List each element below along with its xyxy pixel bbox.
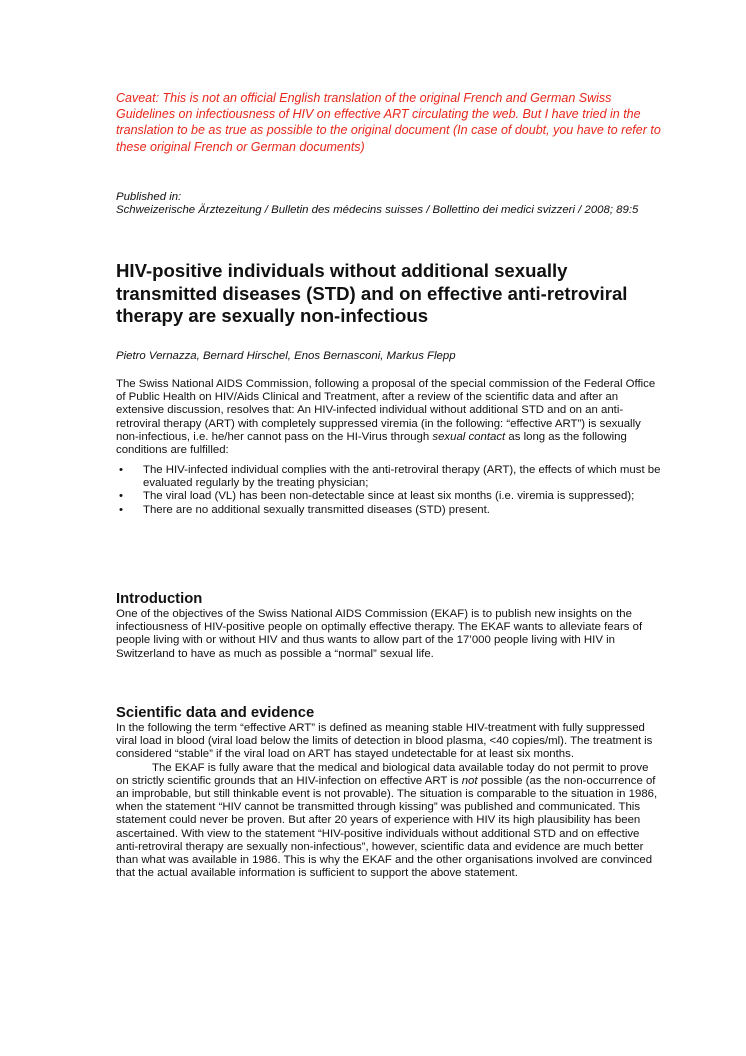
conditions-list [116, 464, 661, 517]
introduction-text: One of the objectives of the Swiss National AIDS Commission (EKAF) is to publish new insights on the infectiousness of HIV-positive people on optimally effective therapy. The EKAF wants to alleviate fears of people living with or without HIV and thus wants to allow part of the 17’000 people living with HIV in Switzerland to have as much as possible a “normal” sexual life. [116, 608, 643, 660]
scientific-paragraph-2 [116, 762, 661, 881]
resolution-paragraph [116, 378, 661, 457]
document-title: HIV-positive individuals without additional sexually transmitted diseases (STD) and on effective anti-retroviral therapy are sexually non-infectious [116, 260, 628, 326]
introduction-section [116, 591, 661, 661]
authors: Pietro Vernazza, Bernard Hirschel, Enos Bernasconi, Markus Flepp [116, 350, 456, 362]
condition-text: The viral load (VL) has been non-detectable since at least six months (i.e. viremia is suppressed); [143, 490, 635, 503]
published-label: Published in: [116, 191, 182, 203]
published-source: Schweizerische Ärztezeitung / Bulletin des médecins suisses / Bollettino dei medici svizzeri / 2008; 89:5 [116, 204, 639, 217]
scientific-text-end: possible (as the non-occurrence of an improbable, but still thinkable event is not provable). The situation is comparable to the situation in 1986, when the statement “HIV cannot be transmitted through kissing” was published and communicated. This statement could never be proven. But after 20 years of experience with HIV its high plausibility has been ascertained. With view to the statement “HIV-positive individuals without additional STD and on effective anti-retroviral therapy are sexually non-infectious”, however, scientific data and evidence are much better than what was available in 1986. This is why the EKAF and the other organisations involved are convinced that the actual available information is sufficient to support the above statement. [116, 774, 658, 880]
resolution-text-start: The Swiss National AIDS Commission, following a proposal of the special commission of the Federal Office of Public Health on HIV/Aids Clinical and Treatment, after a review of the scientific data and after an extensive discussion, resolves that: An HIV-infected individual without additional STD and on an anti-retroviral therapy (ART) with completely suppressed viremia (in the following: “effective ART”) is sexually non-infectious, i.e. he/her cannot pass on the HI-Virus through [116, 378, 656, 443]
list-item [116, 504, 661, 517]
publication-info [116, 191, 661, 217]
resolution-text-end: as long as the following conditions are fulfilled: [116, 430, 627, 457]
bullet-icon: • [119, 464, 123, 476]
condition-text: The HIV-infected individual complies with the anti-retroviral therapy (ART), the effects of which must be evaluated regularly by the treating physician; [143, 464, 661, 490]
bullet-icon: • [119, 490, 123, 503]
scientific-text-start: The EKAF is fully aware that the medical and biological data available today do not permit to prove on strictly scientific grounds that an HIV-infection on effective ART is [116, 761, 649, 787]
scientific-heading: Scientific data and evidence [116, 705, 315, 721]
list-item [116, 464, 661, 490]
caveat-note: Caveat: This is not an official English translation of the original French and German Swiss Guidelines on infectiousness of HIV on effective ART circulating the web. But I have tried in the translation to be as true as possible to the original document (In case of doubt, you have to refer to these original French or German documents) [116, 91, 661, 154]
bullet-icon: • [119, 503, 123, 516]
introduction-heading: Introduction [116, 591, 203, 607]
condition-text: There are no additional sexually transmitted diseases (STD) present. [143, 503, 490, 516]
scientific-section [116, 705, 661, 880]
scientific-emphasis: not [461, 774, 478, 787]
scientific-paragraph-1: In the following the term “effective ART” is defined as meaning stable HIV-treatment with fully suppressed viral load in blood (viral load below the limits of detection in blood plasma, <40 copies/ml). The treatment is considered “stable” if the viral load on ART has stayed undetectable for at least six months. [116, 722, 653, 761]
resolution-emphasis: sexual contact [432, 430, 506, 443]
list-item [116, 490, 661, 503]
